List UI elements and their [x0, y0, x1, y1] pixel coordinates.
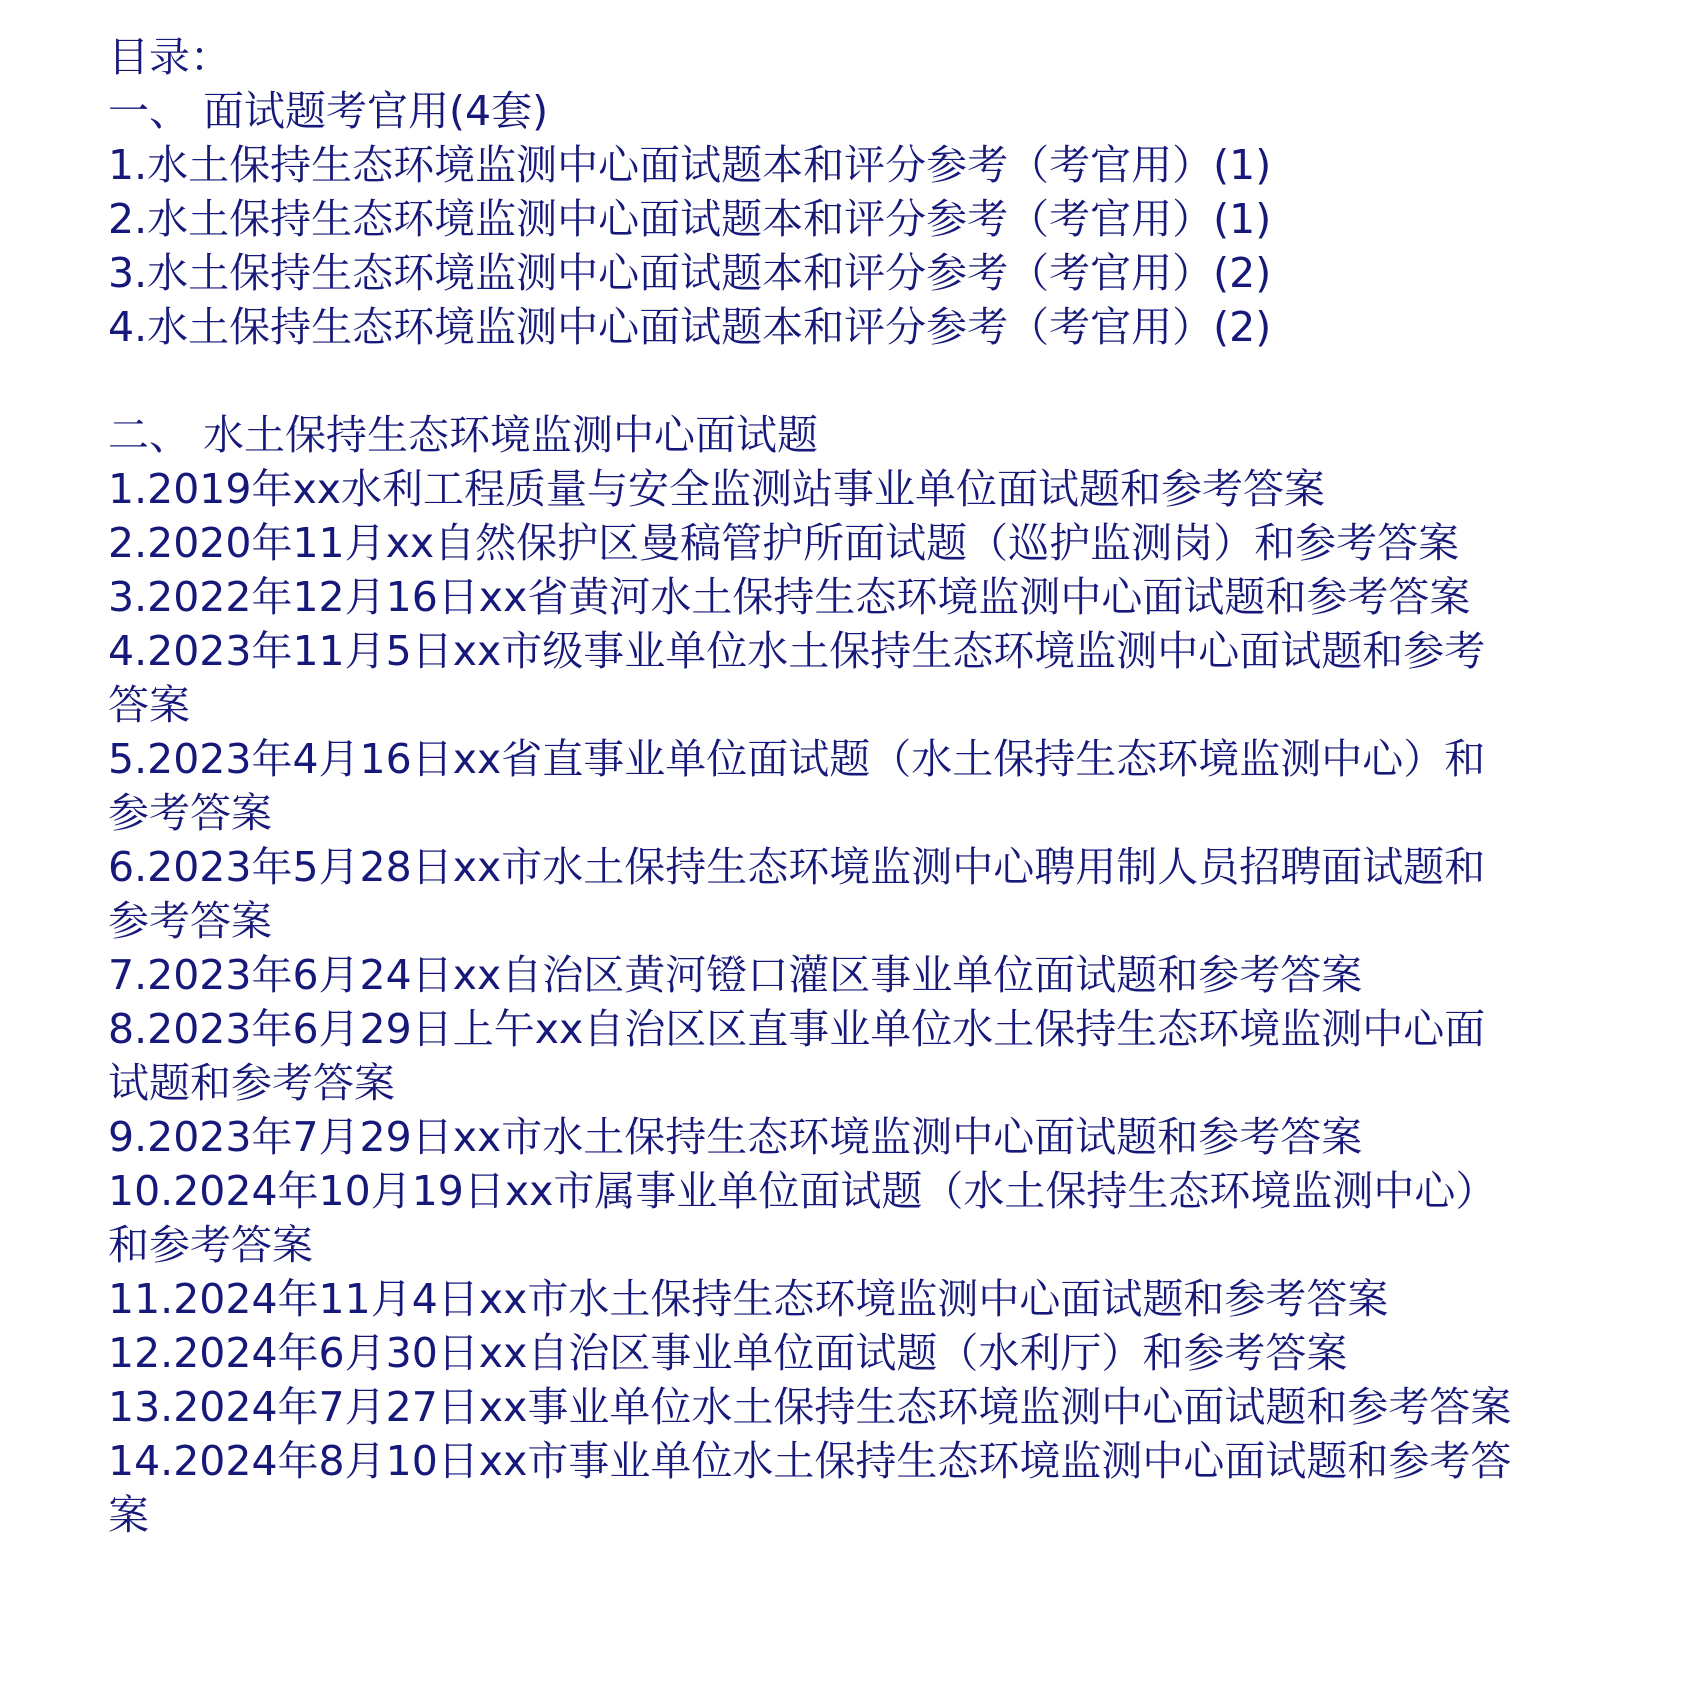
section-spacer [108, 354, 1608, 408]
section-2-item-line: 2.2020年11月xx自然保护区曼稿管护所面试题（巡护监测岗）和参考答案 [108, 519, 1460, 567]
toc-heading: 目录： [108, 33, 231, 81]
section-2-item-line: 3.2022年12月16日xx省黄河水土保持生态环境监测中心面试题和参考答案 [108, 573, 1471, 621]
section-2-item-line: 13.2024年7月27日xx事业单位水土保持生态环境监测中心面试题和参考答案 [108, 1383, 1512, 1431]
section-2-item-line: 试题和参考答案 [108, 1059, 395, 1107]
section-1-item[interactable]: 2.水土保持生态环境监测中心面试题本和评分参考（考官用）(1) [108, 195, 1272, 243]
section-1-item[interactable]: 4.水土保持生态环境监测中心面试题本和评分参考（考官用）(2) [108, 303, 1272, 351]
toc-page [108, 30, 1608, 1542]
section-2-item-line: 9.2023年7月29日xx市水土保持生态环境监测中心面试题和参考答案 [108, 1113, 1363, 1161]
section-2-item-line: 7.2023年6月24日xx自治区黄河镫口灌区事业单位面试题和参考答案 [108, 951, 1363, 999]
section-2-title: 二、 水土保持生态环境监测中心面试题 [108, 411, 819, 459]
toc-section-2 [108, 408, 1608, 1542]
section-2-item[interactable] [108, 1002, 1608, 1110]
section-2-item[interactable] [108, 624, 1608, 732]
section-2-item[interactable] [108, 948, 1608, 1002]
section-2-item-line: 12.2024年6月30日xx自治区事业单位面试题（水利厅）和参考答案 [108, 1329, 1348, 1377]
section-2-item[interactable] [108, 1110, 1608, 1164]
section-2-item[interactable] [108, 516, 1608, 570]
toc-section-1 [108, 84, 1608, 354]
section-2-item-line: 和参考答案 [108, 1221, 313, 1269]
section-2-item-line: 4.2023年11月5日xx市级事业单位水土保持生态环境监测中心面试题和参考 [108, 627, 1486, 675]
section-1-item[interactable]: 1.水土保持生态环境监测中心面试题本和评分参考（考官用）(1) [108, 141, 1272, 189]
section-2-item[interactable] [108, 1164, 1608, 1272]
section-2-item[interactable] [108, 732, 1608, 840]
section-2-item[interactable] [108, 1434, 1608, 1542]
section-2-item-line: 案 [108, 1491, 149, 1539]
section-2-item-line: 参考答案 [108, 897, 272, 945]
section-2-item-line: 14.2024年8月10日xx市事业单位水土保持生态环境监测中心面试题和参考答 [108, 1437, 1512, 1485]
section-2-item-line: 答案 [108, 681, 190, 729]
section-2-item[interactable] [108, 1380, 1608, 1434]
section-2-item[interactable] [108, 462, 1608, 516]
section-2-item-line: 5.2023年4月16日xx省直事业单位面试题（水土保持生态环境监测中心）和 [108, 735, 1486, 783]
section-2-item-line: 11.2024年11月4日xx市水土保持生态环境监测中心面试题和参考答案 [108, 1275, 1389, 1323]
section-2-item-line: 参考答案 [108, 789, 272, 837]
section-2-item-line: 8.2023年6月29日上午xx自治区区直事业单位水土保持生态环境监测中心面 [108, 1005, 1486, 1053]
section-2-item[interactable] [108, 1272, 1608, 1326]
section-1-item[interactable]: 3.水土保持生态环境监测中心面试题本和评分参考（考官用）(2) [108, 249, 1272, 297]
section-2-item[interactable] [108, 840, 1608, 948]
section-1-title: 一、 面试题考官用(4套) [108, 87, 549, 135]
section-2-item-line: 1.2019年xx水利工程质量与安全监测站事业单位面试题和参考答案 [108, 465, 1325, 513]
section-2-item-line: 10.2024年10月19日xx市属事业单位面试题（水土保持生态环境监测中心） [108, 1167, 1497, 1215]
section-2-item[interactable] [108, 1326, 1608, 1380]
section-2-item[interactable] [108, 570, 1608, 624]
section-2-item-line: 6.2023年5月28日xx市水土保持生态环境监测中心聘用制人员招聘面试题和 [108, 843, 1486, 891]
